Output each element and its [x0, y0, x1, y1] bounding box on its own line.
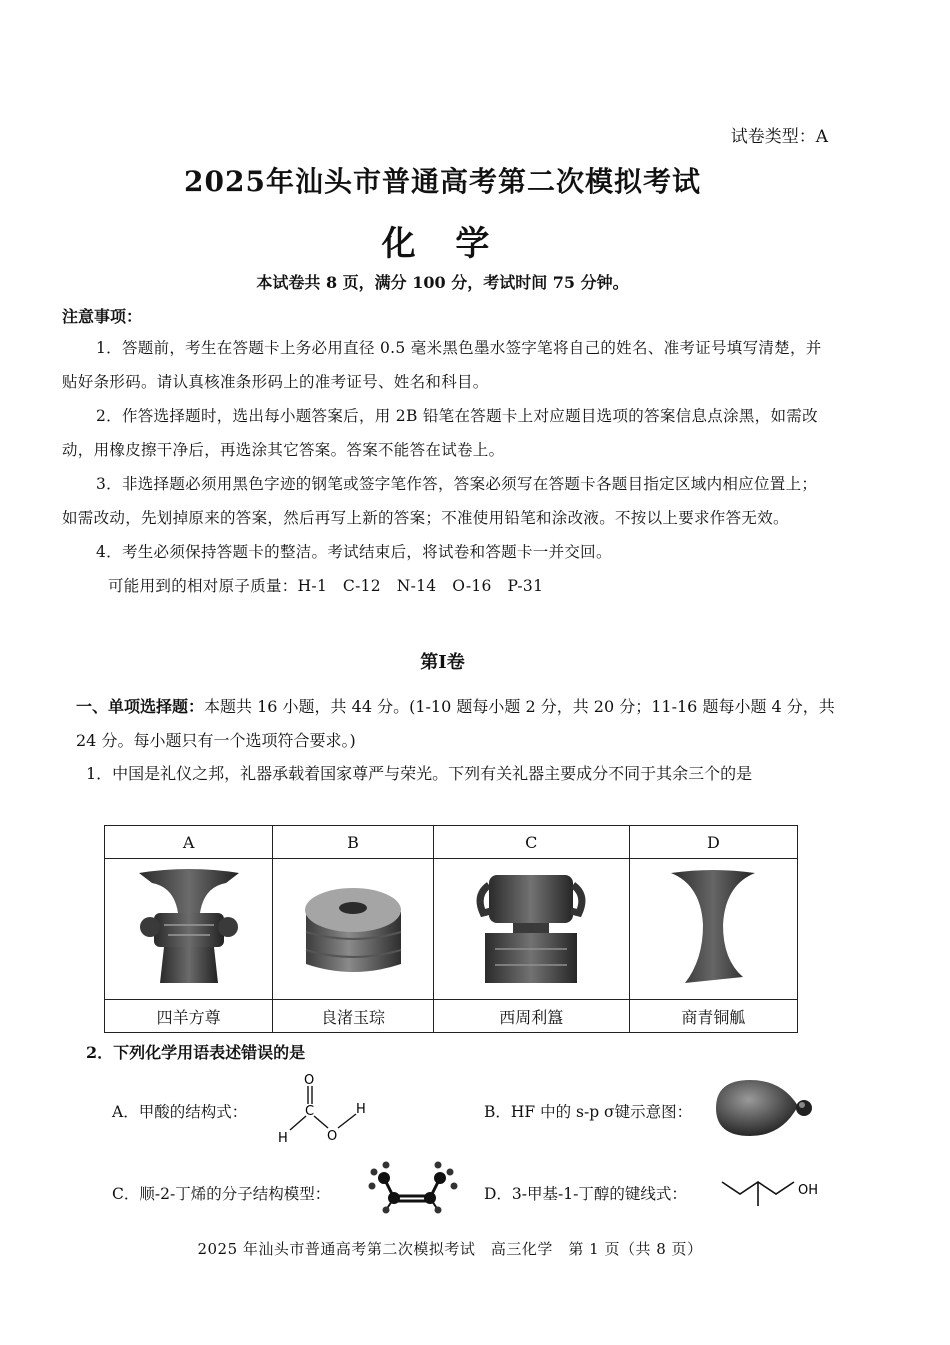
section-title: 第Ⅰ卷 [420, 652, 465, 673]
question-1-stem: 1．中国是礼仪之邦，礼器承载着国家尊严与荣光。下列有关礼器主要成分不同于其余三个的是 [86, 764, 753, 783]
jade-cong-icon [296, 872, 411, 982]
3-methyl-1-butanol-skeletal-icon [718, 1172, 828, 1212]
atom-c: C [305, 1104, 315, 1119]
part-desc: 本题共 16 小题，共 44 分。(1-10 题每小题 2 分，共 20 分；11-16 题每小题 4 分，共 24 分。每小题只有一个选项符合要求。) [76, 697, 835, 750]
notice-heading: 注意事项： [62, 307, 143, 326]
notice-list [62, 331, 832, 603]
option-image-a [105, 859, 273, 1000]
option-name-a: 四羊方尊 [105, 1000, 273, 1033]
atom-o-top: O [304, 1073, 315, 1088]
notice-item-1: 1．答题前，考生在答题卡上务必用直径 0.5 毫米黑色墨水签字笔将自己的姓名、准考证号填写清楚，并贴好条形码。请认真核准条形码上的准考证号、姓名和科目。 [62, 339, 822, 391]
atom-h-left: H [278, 1131, 288, 1146]
bronze-gui-icon [471, 865, 591, 990]
option-letter-c: C [433, 826, 629, 859]
exam-meta: 本试卷共 8 页，满分 100 分，考试时间 75 分钟。 [256, 273, 629, 292]
q2-option-a: A．甲酸的结构式： [112, 1103, 248, 1121]
cis-2-butene-model-icon [366, 1160, 462, 1216]
page-footer: 2025 年汕头市普通高考第二次模拟考试 高三化学 第 1 页（共 8 页） [197, 1240, 703, 1258]
option-image-c [433, 859, 629, 1000]
option-name-d: 商青铜觚 [629, 1000, 797, 1033]
q2-option-c: C．顺-2-丁烯的分子结构模型： [112, 1185, 331, 1203]
option-name-b: 良渚玉琮 [273, 1000, 433, 1033]
hydroxyl-label: OH [798, 1183, 819, 1198]
option-image-b [273, 859, 433, 1000]
atom-o-right: O [327, 1129, 338, 1144]
notice-item-3: 3．非选择题必须用黑色字迹的钢笔或签字笔作答，答案必须写在答题卡各题目指定区域内相应位置上；如需改动，先划掉原来的答案，然后再写上新的答案；不准使用铅笔和涂改液。不按以上要求作答无效。 [62, 475, 818, 527]
option-letter-d: D [629, 826, 797, 859]
question-2-stem: 2．下列化学用语表述错误的是 [86, 1043, 306, 1062]
part-label: 一、单项选择题： [76, 697, 205, 716]
notice-item-4: 4．考生必须保持答题卡的整洁。考试结束后，将试卷和答题卡一并交回。 [96, 543, 612, 561]
option-image-d [629, 859, 797, 1000]
subject-title: 化 学 [381, 224, 504, 264]
part-header [76, 690, 836, 758]
s-p-sigma-bond-icon [712, 1076, 817, 1140]
atomic-masses: 可能用到的相对原子质量：H-1 C-12 N-14 O-16 P-31 [108, 577, 544, 595]
option-letter-a: A [105, 826, 273, 859]
paper-type: 试卷类型：A [730, 127, 828, 147]
formic-acid-structure-icon [268, 1068, 378, 1146]
option-letter-b: B [273, 826, 433, 859]
option-name-c: 西周利簋 [433, 1000, 629, 1033]
bronze-zun-icon [134, 865, 244, 990]
atom-h-right: H [356, 1102, 366, 1117]
notice-item-2: 2．作答选择题时，选出每小题答案后，用 2B 铅笔在答题卡上对应题目选项的答案信息点涂黑，如需改动，用橡皮擦干净后，再选涂其它答案。答案不能答在试卷上。 [62, 407, 818, 459]
question-1-table [104, 825, 798, 1033]
bronze-gu-icon [663, 865, 763, 990]
q2-option-b: B．HF 中的 s-p σ键示意图： [484, 1103, 693, 1121]
q2-option-d: D．3-甲基-1-丁醇的键线式： [484, 1185, 687, 1203]
exam-title: 2025年汕头市普通高考第二次模拟考试 [184, 165, 701, 198]
